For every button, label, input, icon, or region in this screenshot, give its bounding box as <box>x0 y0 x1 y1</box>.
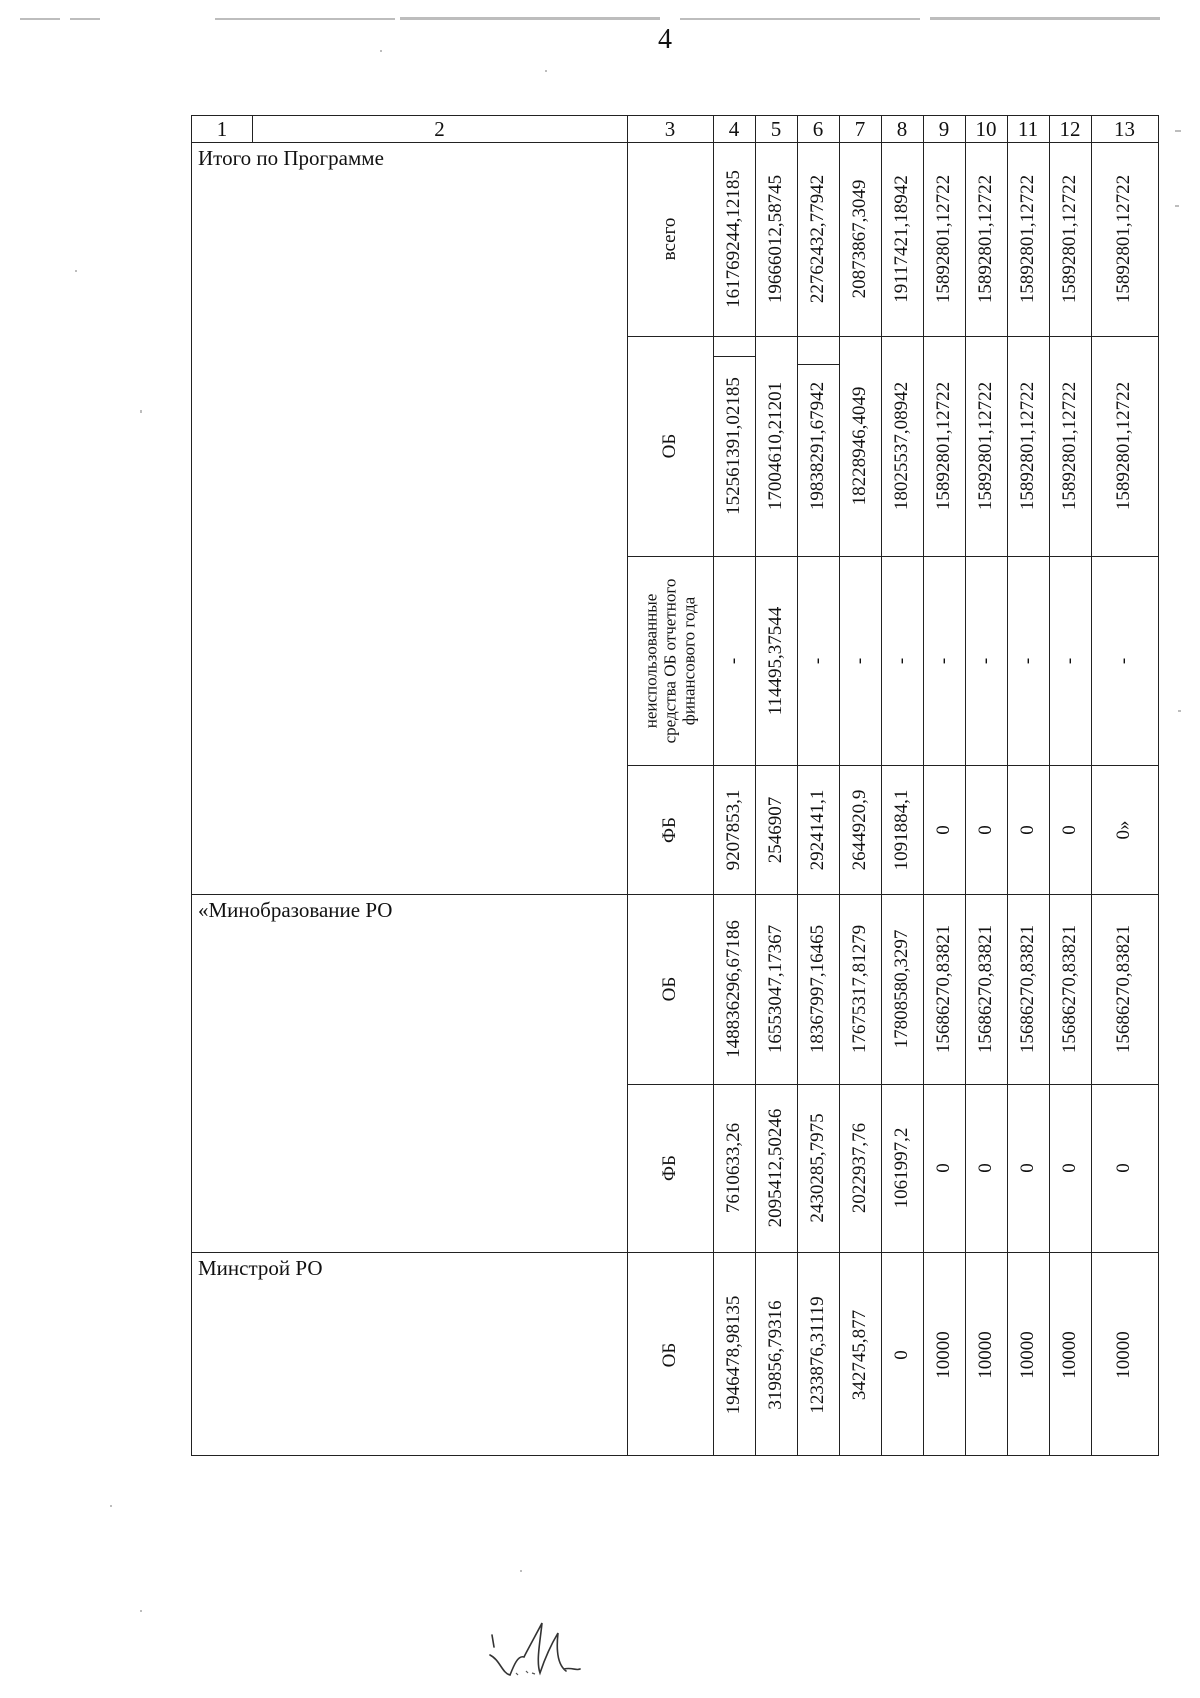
table-cell: 2022937,76 <box>849 1122 870 1214</box>
funding-table <box>191 115 1159 1456</box>
table-cell: 15892801,12722 <box>975 174 996 304</box>
table-cell: - <box>807 657 828 664</box>
column-number: 10 <box>975 117 997 141</box>
table-cell: 0 <box>1017 1163 1038 1173</box>
table-cell: 0 <box>1017 824 1038 835</box>
table-cell: 15892801,12722 <box>1059 174 1080 304</box>
table-cell: - <box>1059 657 1080 664</box>
column-number: 9 <box>938 117 950 141</box>
column-number: 7 <box>854 117 866 141</box>
table-cell: 15686270,83821 <box>1059 924 1080 1054</box>
table-cell: - <box>891 657 912 664</box>
table-cell: 17675317,81279 <box>849 924 870 1054</box>
column-number: 12 <box>1059 117 1081 141</box>
table-cell: 2430285,7975 <box>807 1113 828 1223</box>
table-cell: 114495,37544 <box>765 606 786 715</box>
column-number: 4 <box>728 117 740 141</box>
table-cell: 2644920,9 <box>849 789 870 870</box>
column-number: 11 <box>1017 117 1039 141</box>
table-cell: 15892801,12722 <box>1059 381 1080 511</box>
table-cell: 1233876,31119 <box>807 1295 828 1414</box>
table-cell: 342745,877 <box>849 1309 870 1400</box>
table-cell: 0 <box>1059 1163 1080 1173</box>
table-cell: 0 <box>975 824 996 835</box>
table-cell: 15892801,12722 <box>933 381 954 511</box>
table-cell: 18228946,4049 <box>849 386 870 506</box>
column-number: 13 <box>1114 117 1135 141</box>
row-label: ФБ <box>659 816 680 843</box>
table-cell: 15892801,12722 <box>1017 174 1038 304</box>
table-cell: 19838291,67942 <box>807 381 828 511</box>
table-cell: 152561391,02185 <box>723 377 744 515</box>
column-number: 8 <box>896 117 908 141</box>
table-cell: 15892801,12722 <box>933 174 954 304</box>
table-cell: 2546907 <box>765 796 786 863</box>
table-cell: 18025537,08942 <box>891 381 912 511</box>
table-cell: 2095412,50246 <box>765 1108 786 1228</box>
table-cell: 17808580,3297 <box>891 929 912 1049</box>
row-label: всего <box>659 217 680 261</box>
column-number: 1 <box>216 117 228 141</box>
table-cell: 161769244,12185 <box>723 170 744 308</box>
section-title: Итого по Программе <box>198 146 384 170</box>
table-cell: 20873867,3049 <box>849 179 870 299</box>
table-cell: 319856,79316 <box>765 1299 786 1410</box>
table-cell: 22762432,77942 <box>807 174 828 304</box>
row-label: ОБ <box>659 1342 680 1367</box>
table-cell: 10000 <box>1059 1330 1080 1379</box>
section-title: Минстрой РО <box>198 1256 323 1280</box>
table-cell: 15892801,12722 <box>1113 174 1134 304</box>
table-cell: 19117421,18942 <box>891 175 912 303</box>
table-cell: 15686270,83821 <box>1113 924 1134 1054</box>
table-cell: 1091884,1 <box>891 789 912 870</box>
table-cell: 15686270,83821 <box>975 924 996 1054</box>
table-cell: 0 <box>933 1163 954 1173</box>
row-label: ФБ <box>659 1155 680 1181</box>
table-cell: 0 <box>891 1349 912 1360</box>
table-cell: 18367997,16465 <box>807 924 828 1054</box>
row-label: ОБ <box>659 976 680 1002</box>
table-cell: 15686270,83821 <box>1017 924 1038 1054</box>
table-cell: 16553047,17367 <box>765 924 786 1054</box>
table-cell: - <box>975 657 996 664</box>
table-cell: 10000 <box>975 1330 996 1379</box>
table-cell: 0 <box>1059 824 1080 835</box>
table-cell: - <box>933 657 954 664</box>
section-title: «Минобразование РО <box>198 898 393 922</box>
column-number: 5 <box>770 117 782 141</box>
table-cell: 9207853,1 <box>723 789 744 870</box>
table-cell: 10000 <box>1017 1330 1038 1379</box>
table-cell: 0 <box>1113 1163 1134 1173</box>
row-label: ОБ <box>659 433 680 459</box>
table-cell: 10000 <box>933 1330 954 1379</box>
table-cell: - <box>1113 657 1134 664</box>
table-cell: 0 <box>933 824 954 835</box>
column-number: 6 <box>812 117 824 141</box>
table-cell: - <box>1017 657 1038 664</box>
table-cell: 1946478,98135 <box>723 1295 744 1414</box>
table-cell: 0» <box>1113 820 1134 839</box>
table-cell: 19666012,58745 <box>765 174 786 304</box>
table-cell: 10000 <box>1113 1330 1134 1379</box>
table-cell: 15892801,12722 <box>1113 381 1134 511</box>
table-cell: 15892801,12722 <box>1017 381 1038 511</box>
handwritten-signature <box>480 1615 610 1685</box>
table-cell: 17004610,21201 <box>765 381 786 511</box>
table-cell: - <box>849 657 870 664</box>
table-cell: 0 <box>975 1163 996 1173</box>
table-cell: 1061997,2 <box>891 1127 912 1209</box>
table-cell: 2924141,1 <box>807 789 828 870</box>
table-cell: 148836296,67186 <box>723 920 744 1058</box>
column-number: 2 <box>434 117 445 141</box>
table-cell: 15892801,12722 <box>975 381 996 511</box>
column-number: 3 <box>664 117 676 141</box>
table-cell: - <box>723 657 744 664</box>
row-label: неиспользованные средства ОБ отчетного финансового года <box>641 578 699 743</box>
table-cell: 7610633,26 <box>723 1122 744 1214</box>
page-number: 4 <box>658 24 672 55</box>
table-cell: 15686270,83821 <box>933 924 954 1054</box>
